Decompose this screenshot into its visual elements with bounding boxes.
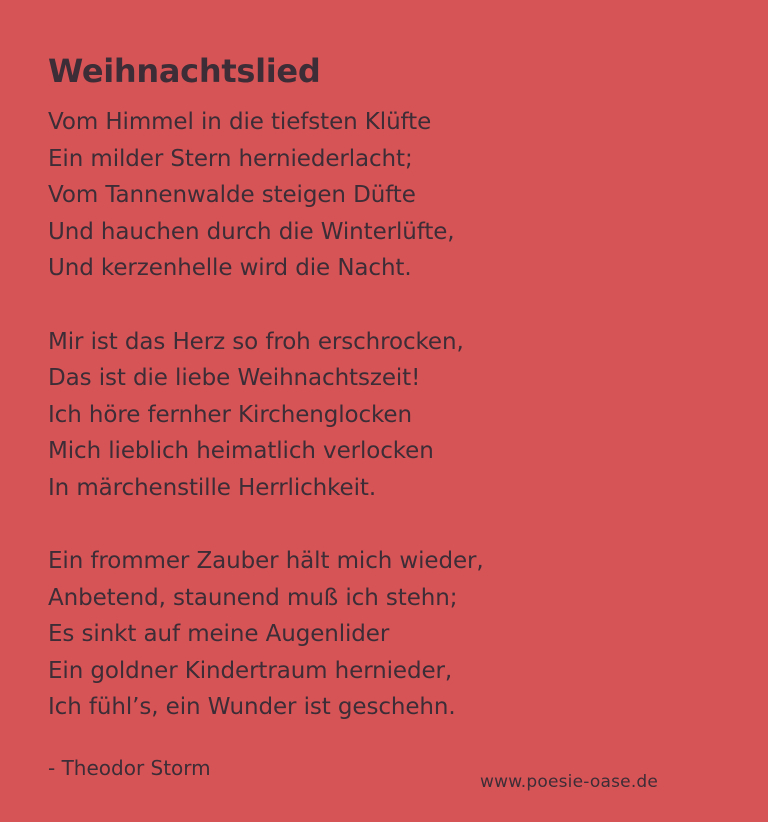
poem-line: Ein frommer Zauber hält mich wieder, <box>48 548 484 575</box>
poem-line: Ich fühl’s, ein Wunder ist geschehn. <box>48 694 456 721</box>
poem-line: Ein milder Stern herniederlacht; <box>48 145 413 172</box>
poem-line: Vom Himmel in die tiefsten Klüfte <box>48 109 432 136</box>
poem-line: Anbetend, staunend muß ich stehn; <box>48 584 458 611</box>
poem-line: Es sinkt auf meine Augenlider <box>48 621 390 648</box>
poem-line: Mir ist das Herz so froh erschrocken, <box>48 328 464 355</box>
website-url: www.poesie-oase.de <box>480 772 659 792</box>
poem-line: Mich lieblich heimatlich verlocken <box>48 438 434 465</box>
poem-line: Vom Tannenwalde steigen Düfte <box>48 182 416 209</box>
poem-line: Ein goldner Kindertraum hernieder, <box>48 657 453 684</box>
poem-card <box>48 52 728 782</box>
poem-author: - Theodor Storm <box>48 755 211 780</box>
poem-title: Weihnachtslied <box>48 52 321 90</box>
stanza-1 <box>48 104 728 287</box>
stanza-2 <box>48 324 728 507</box>
poem-line: In märchenstille Herrlichkeit. <box>48 474 377 501</box>
stanza-3 <box>48 543 728 726</box>
poem-line: Und hauchen durch die Winterlüfte, <box>48 218 455 245</box>
poem-line: Und kerzenhelle wird die Nacht. <box>48 255 412 282</box>
poem-line: Das ist die liebe Weihnachtszeit! <box>48 365 421 392</box>
poem-line: Ich höre fernher Kirchenglocken <box>48 401 412 428</box>
